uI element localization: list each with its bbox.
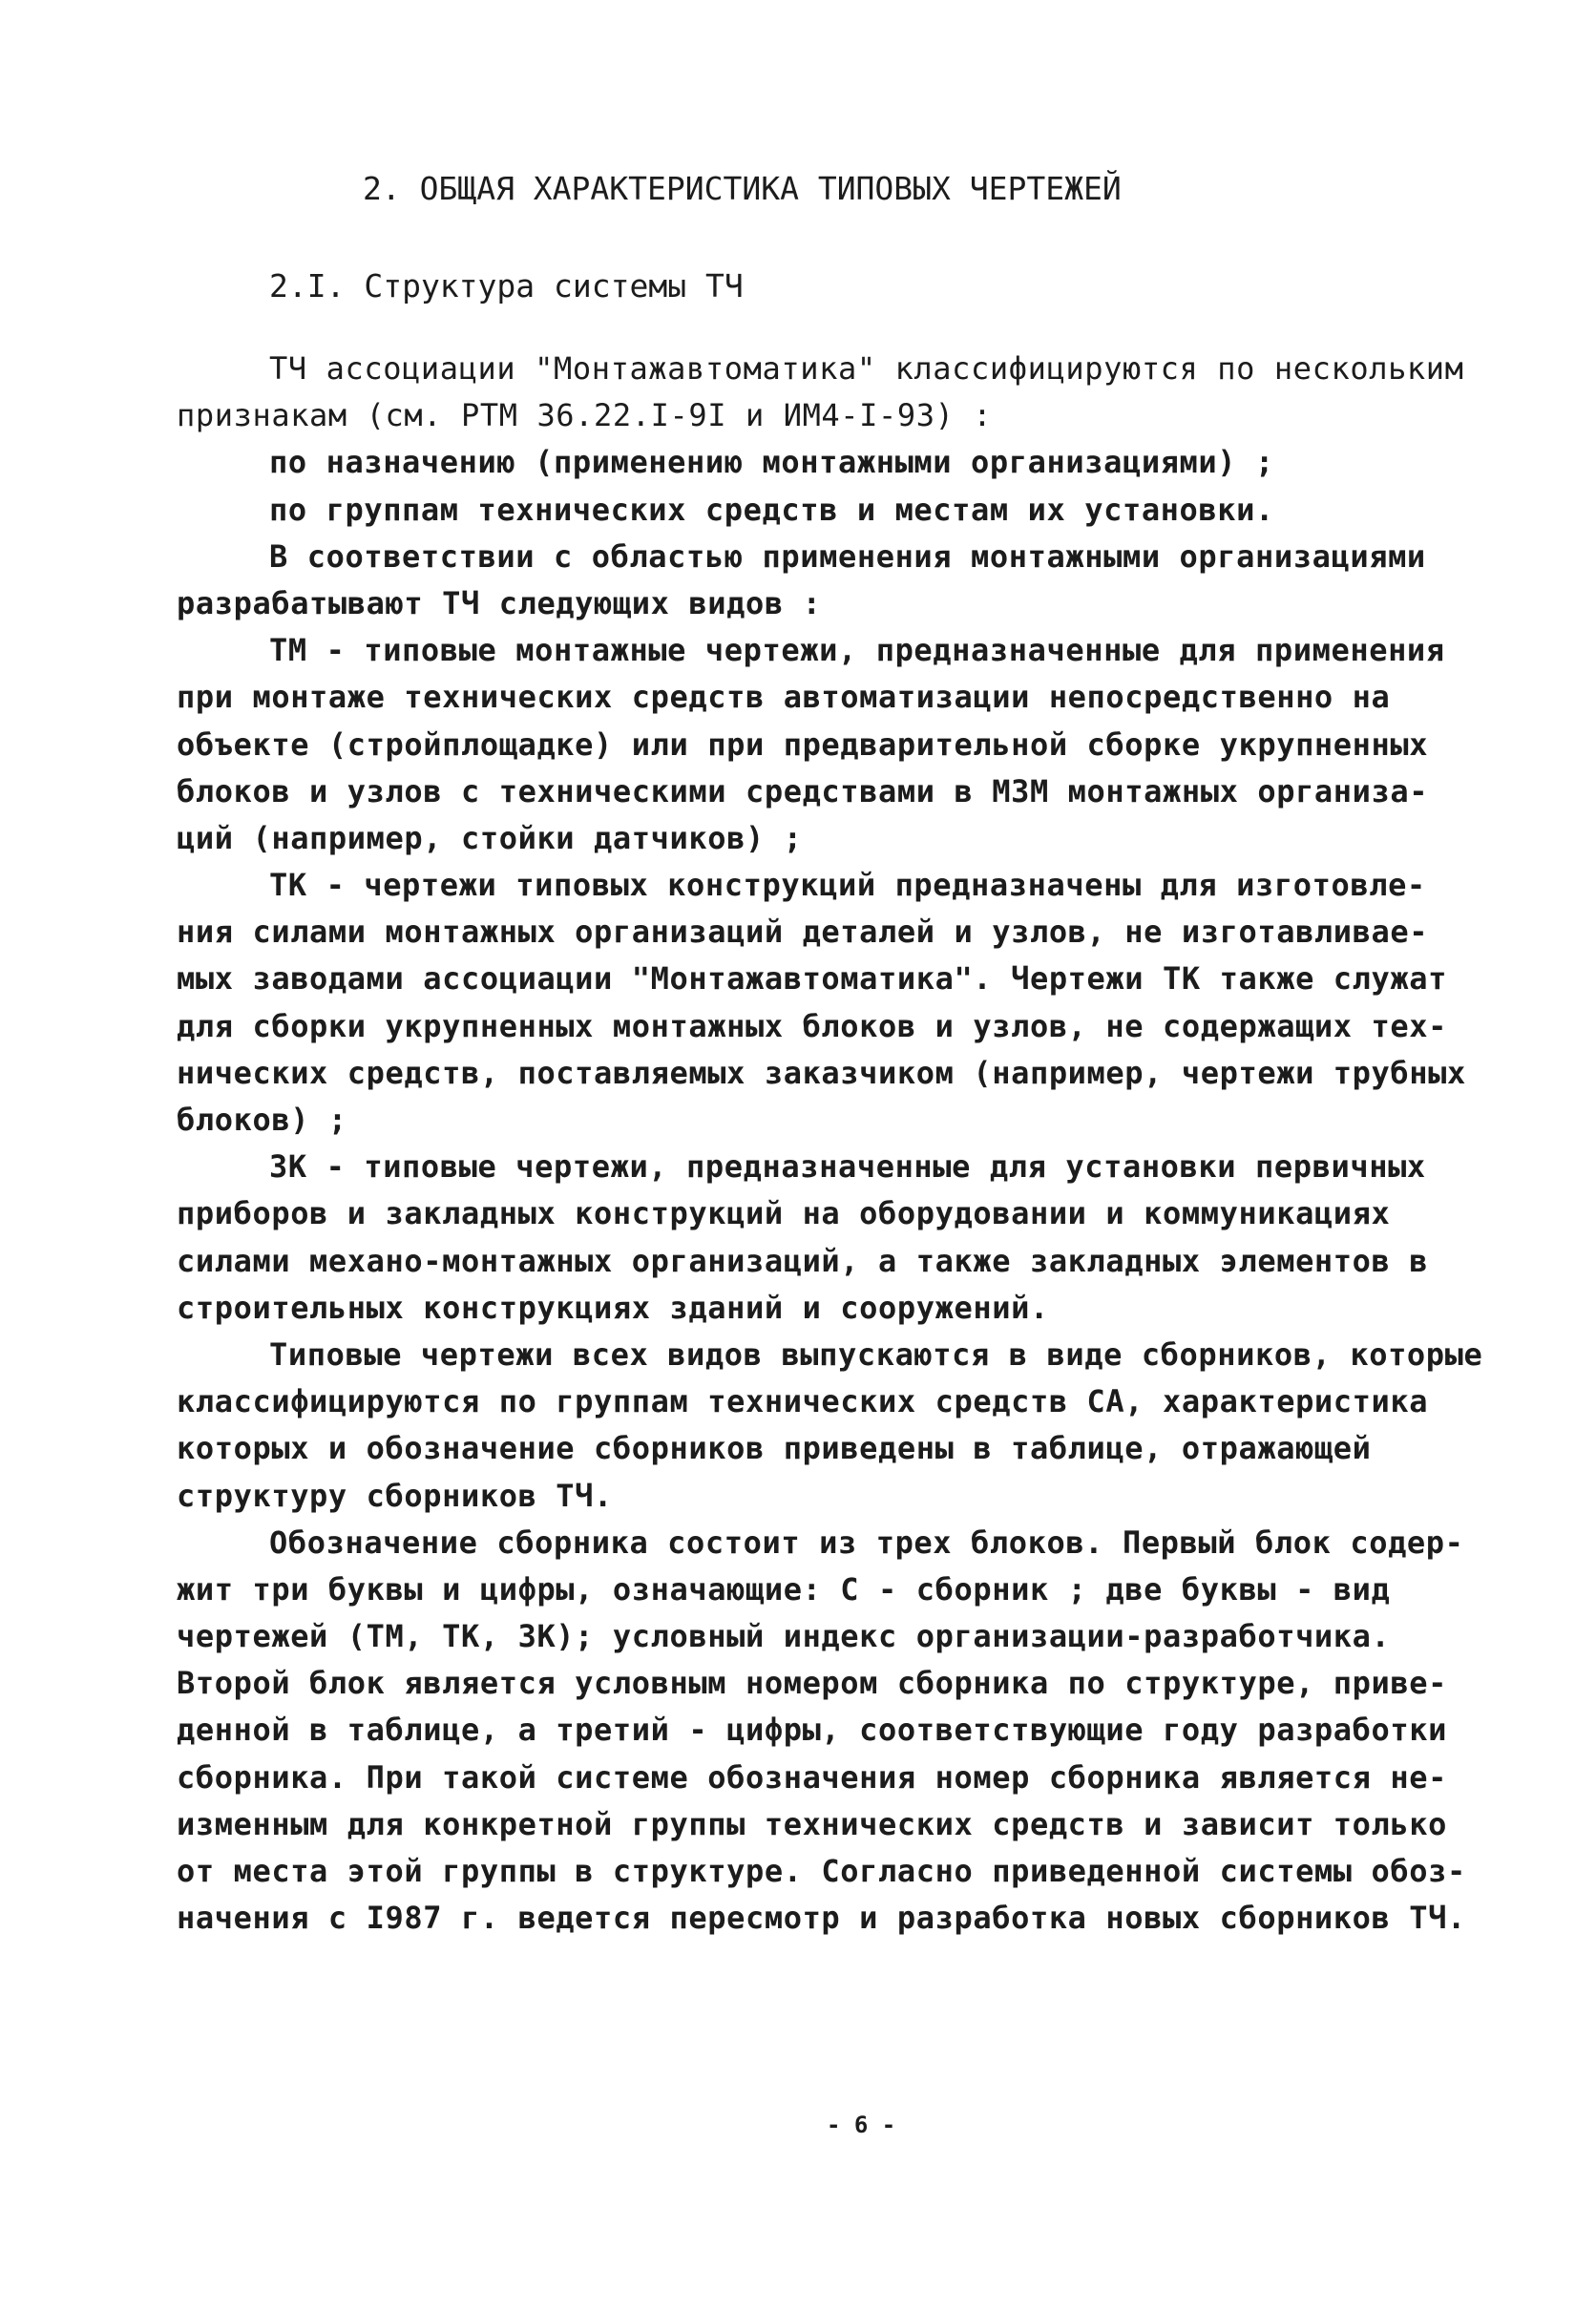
text-line: чертежей (ТМ, ТК, ЗК); условный индекс организации-разработчика. [177,1618,1391,1655]
text-line: по назначению (применению монтажными организациями) ; [269,444,1274,481]
text-line: силами механо-монтажных организаций, а также закладных элементов в [177,1242,1429,1279]
body-text [177,346,1513,1942]
page-number: - 6 - [827,2112,896,2138]
text-line: для сборки укрупненных монтажных блоков и узлов, не содержащих тех- [177,1007,1447,1044]
text-line: ТК - чертежи типовых конструкций предназначены для изготовле- [269,867,1426,904]
text-line: объекте (стройплощадке) или при предварительной сборке укрупненных [177,725,1429,763]
text-line: ЗК - типовые чертежи, предназначенные для установки первичных [269,1148,1426,1186]
text-line: жит три буквы и цифры, означающие: С - сборник ; две буквы - вид [177,1570,1391,1608]
section-heading: 2. ОБЩАЯ ХАРАКТЕРИСТИКА ТИПОВЫХ ЧЕРТЕЖЕЙ [363,170,1122,207]
text-line: строительных конструкциях зданий и сооружений. [177,1289,1049,1326]
text-line: блоков) ; [177,1102,347,1138]
text-line: мых заводами ассоциации "Монтажавтоматика". Чертежи ТК также служат [177,960,1447,998]
text-line: Второй блок является условным номером сборника по структуре, приве- [177,1665,1447,1702]
text-line: ций (например, стойки датчиков) ; [177,819,803,856]
text-line: денной в таблице, а третий - цифры, соответствующие году разработки [177,1712,1447,1749]
text-line: изменным для конкретной группы технических средств и зависит только [177,1805,1447,1842]
text-line: В соответствии с областью применения монтажными организациями [269,537,1426,575]
text-line: от места этой группы в структуре. Согласно приведенной системы обоз- [177,1853,1466,1889]
text-line: по группам технических средств и местам их установки. [269,491,1274,528]
text-line: сборника. При такой системе обозначения номер сборника является не- [177,1758,1447,1796]
text-line: разрабатывают ТЧ следующих видов : [177,584,822,621]
text-line: структуру сборников ТЧ. [177,1477,613,1514]
text-line: ТМ - типовые монтажные чертежи, предназначенные для применения [269,632,1445,669]
text-line: признакам (см. РТМ 36.22.I-9I и ИМ4-I-93) : [177,397,993,434]
text-line: которых и обозначение сборников приведены в таблице, отражающей [177,1430,1372,1467]
text-line: ТЧ ассоциации "Монтажавтоматика" классифицируются по нескольким [269,350,1464,387]
subsection-heading: 2.I. Структура системы ТЧ [269,267,744,305]
text-line: приборов и закладных конструкций на оборудовании и коммуникациях [177,1195,1391,1232]
text-line: блоков и узлов с техническими средствами в МЗМ монтажных организа- [177,772,1429,809]
text-line: Обозначение сборника состоит из трех блоков. Первый блок содер- [269,1524,1464,1561]
text-line: начения с I987 г. ведется пересмотр и разработка новых сборников ТЧ. [177,1900,1466,1937]
text-line: нических средств, поставляемых заказчиком (например, чертежи трубных [177,1054,1466,1091]
text-line: при монтаже технических средств автоматизации непосредственно на [177,679,1391,716]
text-line: Типовые чертежи всех видов выпускаются в виде сборников, которые [269,1335,1483,1373]
text-line: ния силами монтажных организаций деталей и узлов, не изготавливае- [177,914,1429,951]
text-line: классифицируются по группам технических средств СА, характеристика [177,1383,1429,1420]
